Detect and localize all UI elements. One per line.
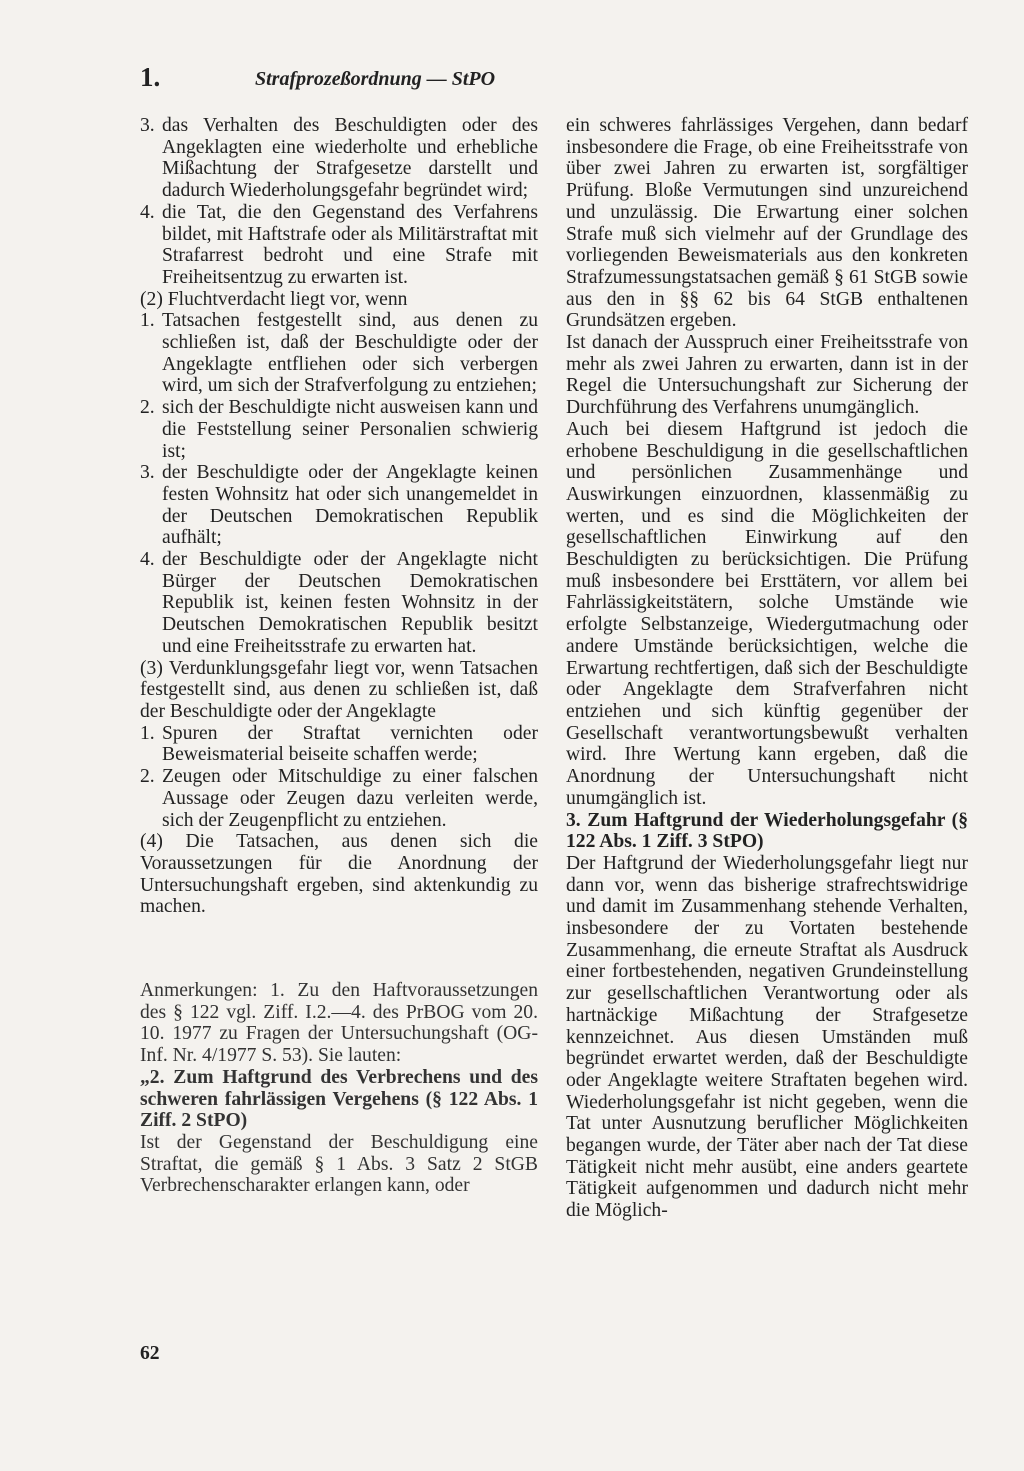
paragraph: Ist danach der Ausspruch einer Freiheitsstrafe von mehr als zwei Jahren zu erwarten, dann ist in der Regel die Untersuchungshaft zur Sicherung der Durchführung des Verfahrens unumgänglich. bbox=[566, 332, 968, 419]
list-number: 4. bbox=[140, 201, 155, 223]
list-text: Spuren der Straftat vernichten oder Beweismaterial beiseite schaffen werde; bbox=[162, 722, 538, 766]
annotations-heading: „2. Zum Haftgrund des Verbrechens und des schweren fahrlässigen Vergehens (§ 122 Abs. 1 Ziff. 2 StPO) bbox=[140, 1066, 538, 1132]
list-text: Tatsachen festgestellt sind, aus denen zu schließen ist, daß der Beschuldigte oder der Angeklagte entfliehen oder sich verbergen wird, um sich der Strafverfolgung zu entziehen; bbox=[162, 310, 538, 397]
list-item bbox=[140, 462, 538, 549]
list-number: 3. bbox=[140, 462, 155, 484]
paragraph: ein schweres fahrlässiges Vergehen, dann bedarf insbesondere die Frage, ob eine Freiheitsstrafe von über zwei Jahren zu erwarten ist, sorgfältiger Prüfung. Bloße Vermutungen sind unzureichend und unzulässig. Die Erwartung einer solchen Strafe muß sich vielmehr auf der Grundlage des vorliegenden Beweismaterials aus den konkreten Strafzumessungstatsachen gemäß § 61 StGB sowie aus den in §§ 62 bis 64 StGB enthaltenen Grundsätzen ergeben. bbox=[566, 115, 968, 332]
list-text: sich der Beschuldigte nicht ausweisen kann und die Feststellung seiner Personalien schwierig ist; bbox=[162, 397, 538, 462]
list-text: das Verhalten des Beschuldigten oder des Angeklagten eine wiederholte und erhebliche Mißachtung der Strafgesetze darstellt und dadurch Wiederholungsgefahr begründet wird; bbox=[162, 115, 538, 202]
paragraph-2: (2) Fluchtverdacht liegt vor, wenn bbox=[140, 288, 408, 310]
section-heading: 3. Zum Haftgrund der Wiederholungsgefahr (§ 122 Abs. 1 Ziff. 3 StPO) bbox=[566, 809, 968, 853]
list-item bbox=[140, 115, 538, 202]
list-number: 2. bbox=[140, 766, 155, 788]
annotations-intro: Anmerkungen: 1. Zu den Haftvoraussetzungen des § 122 vgl. Ziff. I.2.—4. des PrBOG vom 20. 10. 1977 zu Fragen der Untersuchungshaft (OG-Inf. Nr. 4/1977 S. 53). Sie lauten: bbox=[140, 980, 538, 1067]
page-header bbox=[140, 62, 540, 92]
page-number: 62 bbox=[140, 1343, 160, 1364]
list-number: 1. bbox=[140, 310, 155, 332]
list-number: 2. bbox=[140, 397, 155, 419]
list-item bbox=[140, 202, 538, 289]
paragraph: Der Haftgrund der Wiederholungsgefahr liegt nur dann vor, wenn das bisherige strafrechtswidrige und damit im Zusammenhang stehende Verhalten, insbesondere der zu Vortaten bestehende Zusammenhang, die erneute Straftat als Ausdruck einer fortbestehenden, negativen Grundeinstellung zur gesellschaftlichen Verantwortung oder als hartnäckige Mißachtung der Strafgesetze kennzeichnet. Aus diesen Umständen muß begründet erwartet werden, daß der Beschuldigte oder Angeklagte weitere Straftaten begehen wird. Wiederholungsgefahr ist nicht gegeben, wenn die Tat unter Ausnutzung beruflicher Möglichkeiten begangen wurde, der Täter aber nach der Tat diese Tätigkeit nicht mehr ausübt, eine anders geartete Tätigkeit aufgenommen und dadurch nicht mehr die Möglich- bbox=[566, 852, 968, 1222]
paragraph: Auch bei diesem Haftgrund ist jedoch die erhobene Beschuldigung in die gesellschaftlichen und persönlichen Zusammenhänge und Auswirkungen einzuordnen, klassenmäßig zu werten, und es sind die Möglichkeiten der gesellschaftlichen Einwirkung auf den Beschuldigten zu berücksichtigen. Die Prüfung muß insbesondere bei Ersttätern, vor allem bei Fahrlässigkeitstätern, solche Umstände wie erfolgte Selbstanzeige, Wiedergutmachung oder andere Umstände berücksichtigen, welche die Erwartung rechtfertigen, daß sich der Beschuldigte oder Angeklagte dem Strafverfahren nicht entziehen und sich künftig gegenüber der Gesellschaft verantwortungsbewußt verhalten wird. Ihre Wertung kann ergeben, daß die Anordnung der Untersuchungshaft nicht unumgänglich ist. bbox=[566, 418, 968, 809]
list-number: 1. bbox=[140, 722, 155, 744]
chapter-number: 1. bbox=[140, 62, 161, 92]
list-item bbox=[140, 723, 538, 766]
list-number: 3. bbox=[140, 115, 155, 136]
list-text: der Beschuldigte oder der Angeklagte nicht Bürger der Deutschen Demokratischen Republik ist, keinen festen Wohnsitz in der Deutschen Demokratischen Republik besitzt und eine Freiheitsstrafe zu erwarten hat. bbox=[162, 549, 538, 657]
left-column bbox=[140, 115, 538, 1197]
list-item bbox=[140, 397, 538, 462]
paragraph-4: (4) Die Tatsachen, aus denen sich die Voraussetzungen für die Anordnung der Untersuchungshaft ergeben, sind aktenkundig zu machen. bbox=[140, 831, 538, 918]
list-text: die Tat, die den Gegenstand des Verfahrens bildet, mit Haftstrafe oder als Militärstraftat mit Strafarrest bedroht und eine Strafe mit Freiheitsentzug zu erwarten ist. bbox=[162, 201, 538, 288]
annotations-text: Ist der Gegenstand der Beschuldigung eine Straftat, die gemäß § 1 Abs. 3 Satz 2 StGB Verbrechenscharakter erlangen kann, oder bbox=[140, 1131, 538, 1197]
list-item bbox=[140, 310, 538, 397]
list-item bbox=[140, 549, 538, 658]
list-text: der Beschuldigte oder der Angeklagte keinen festen Wohnsitz hat oder sich unangemeldet in der Deutschen Demokratischen Republik aufhält; bbox=[162, 462, 538, 549]
right-column bbox=[566, 115, 968, 1222]
list-text: Zeugen oder Mitschuldige zu einer falschen Aussage oder Zeugen dazu verleiten werde, sich der Zeugenpflicht zu entziehen. bbox=[162, 766, 538, 831]
paragraph-3: (3) Verdunklungsgefahr liegt vor, wenn Tatsachen festgestellt sind, aus denen zu schließen ist, daß der Beschuldigte oder der Angeklagte bbox=[140, 657, 538, 722]
running-title: Strafprozeßordnung — StPO bbox=[255, 68, 496, 90]
list-item bbox=[140, 766, 538, 831]
list-number: 4. bbox=[140, 549, 155, 571]
annotations bbox=[140, 980, 538, 1197]
